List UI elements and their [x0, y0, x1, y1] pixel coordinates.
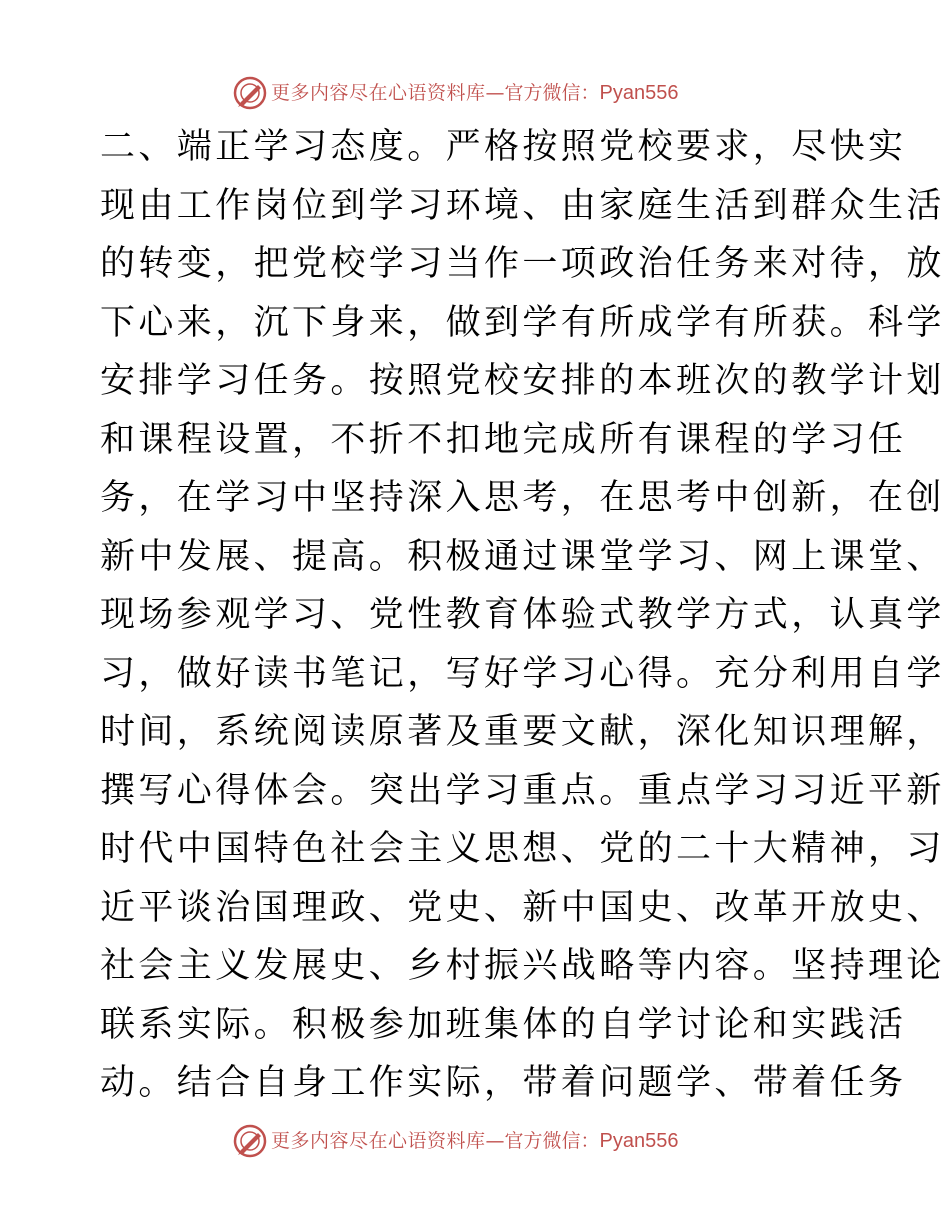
text-line: 现场参观学习、党性教育体验式教学方式，认真学 — [100, 595, 945, 635]
text-line: 习，做好读书笔记，写好学习心得。充分利用自学 — [100, 653, 945, 694]
wechat-id: Pyan556 — [599, 82, 679, 104]
text-line: 时代中国特色社会主义思想、党的二十大精神，习 — [100, 829, 945, 869]
text-line: 联系实际。积极参加班集体的自学讨论和实践活 — [100, 1004, 907, 1045]
text-line: 二、端正学习态度。严格按照党校要求，尽快实 — [100, 127, 907, 167]
wechat-id: Pyan556 — [599, 1130, 679, 1152]
text-line: 时间，系统阅读原著及重要文献，深化知识理解， — [100, 712, 945, 752]
text-line: 新中发展、提高。积极通过课堂学习、网上课堂、 — [100, 536, 945, 577]
site-name: 更多内容尽在心语资料库 — [271, 1129, 486, 1152]
footer-watermark — [233, 1124, 679, 1158]
text-line: 近平谈治国理政、党史、新中国史、改革开放史、 — [100, 887, 945, 928]
quill-logo-icon — [233, 76, 267, 110]
separator: — — [485, 81, 505, 104]
separator: — — [485, 1129, 505, 1152]
text-line: 现由工作岗位到学习环境、由家庭生活到群众生活 — [100, 185, 945, 226]
wechat-label: 官方微信： — [504, 1129, 600, 1152]
quill-logo-icon — [233, 1124, 267, 1158]
wechat-label: 官方微信： — [504, 81, 600, 104]
text-line: 下心来，沉下身来，做到学有所成学有所获。科学 — [100, 302, 945, 343]
document-body — [100, 118, 945, 1113]
text-line: 撰写心得体会。突出学习重点。重点学习习近平新 — [100, 770, 945, 811]
site-name: 更多内容尽在心语资料库 — [271, 81, 486, 104]
text-line: 社会主义发展史、乡村振兴战略等内容。坚持理论 — [100, 946, 945, 986]
text-line: 动。结合自身工作实际，带着问题学、带着任务 — [100, 1063, 907, 1103]
text-line: 和课程设置，不折不扣地完成所有课程的学习任 — [100, 419, 907, 460]
header-watermark — [233, 76, 679, 110]
text-line: 安排学习任务。按照党校安排的本班次的教学计划 — [100, 361, 945, 401]
text-line: 的转变，把党校学习当作一项政治任务来对待，放 — [100, 244, 945, 284]
text-line: 务，在学习中坚持深入思考，在思考中创新，在创 — [100, 478, 945, 518]
